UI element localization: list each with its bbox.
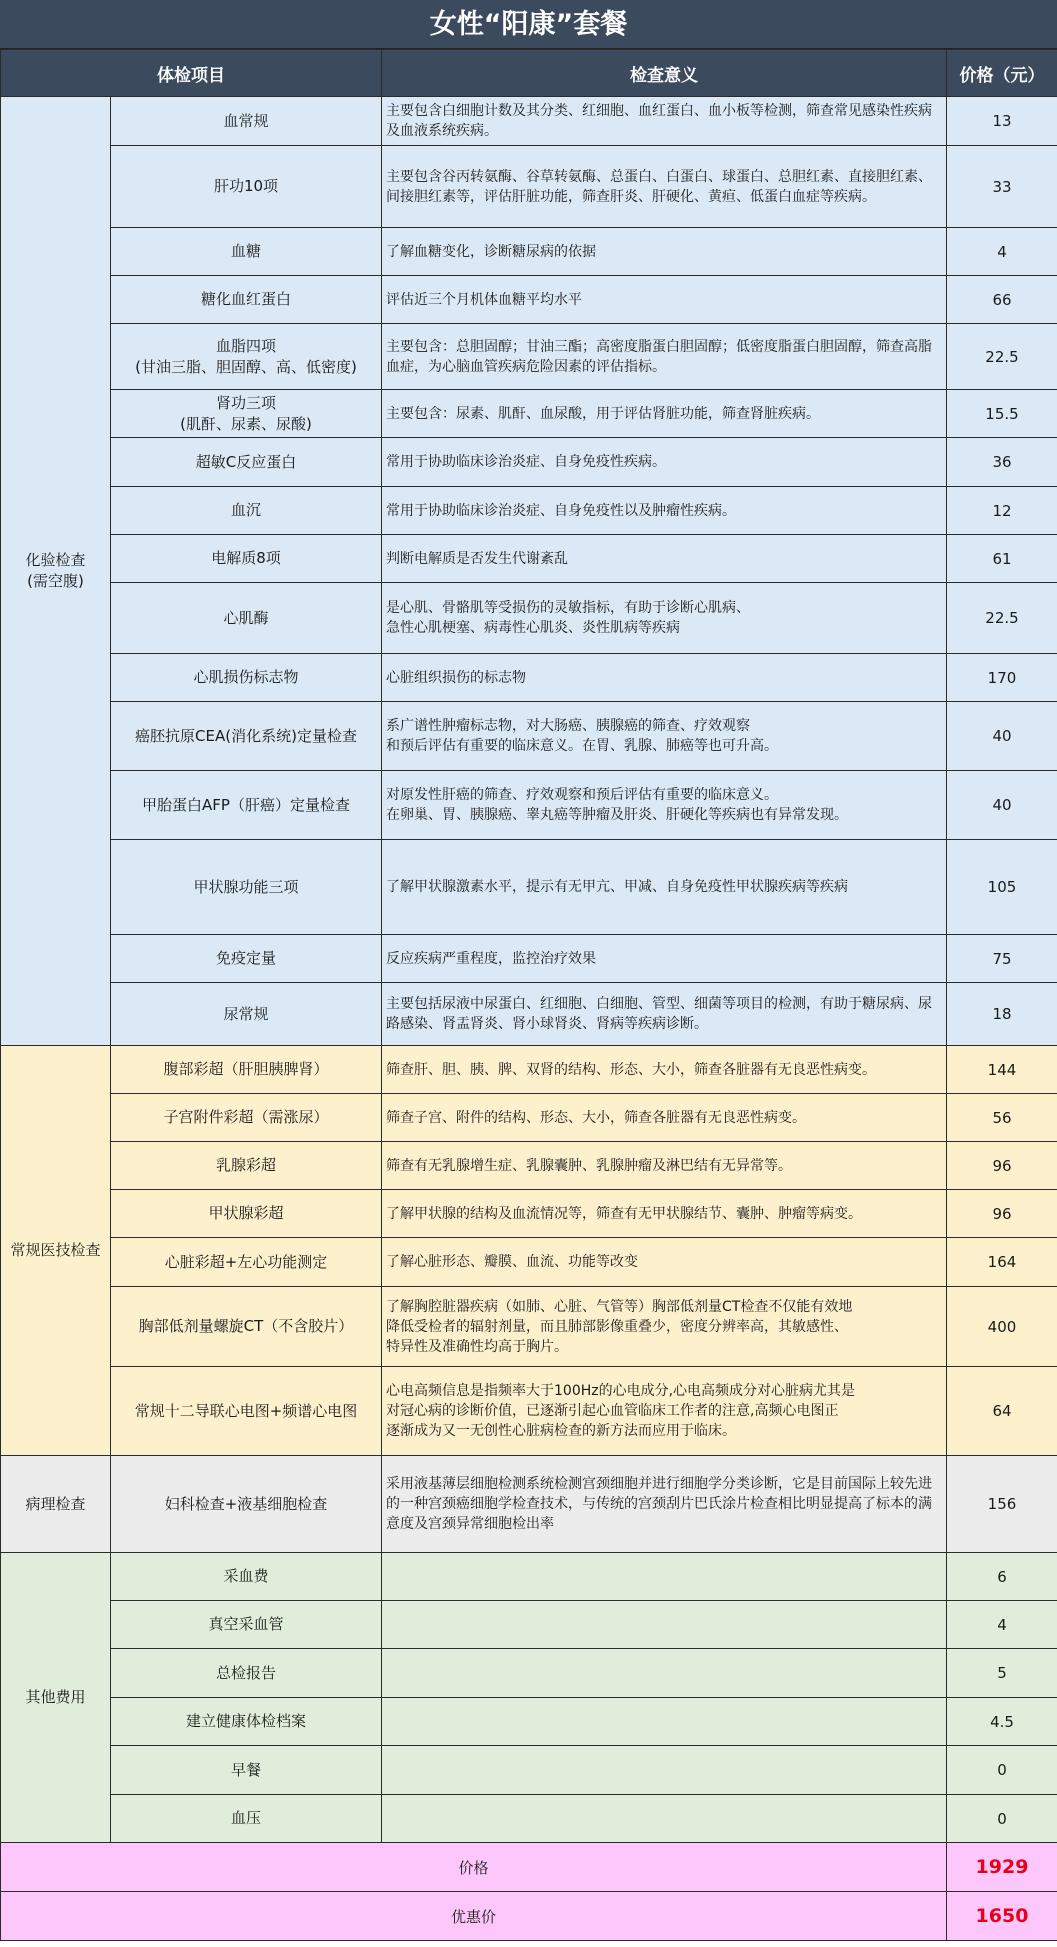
item-name: 血沉 — [111, 487, 382, 535]
table-row — [1, 1238, 1057, 1287]
table-row — [1, 438, 1057, 487]
checkup-table — [0, 49, 1057, 1941]
category-other-fees: 其他费用 — [1, 1553, 111, 1843]
item-description: 主要包括尿液中尿蛋白、红细胞、白细胞、管型、细菌等项目的检测，有助于糖尿病、尿路感染、肾盂肾炎、肾小球肾炎、肾病等疾病诊断。 — [382, 983, 947, 1046]
item-name: 胸部低剂量螺旋CT（不含胶片） — [111, 1287, 382, 1367]
table-row — [1, 1142, 1057, 1190]
item-description: 评估近三个月机体血糖平均水平 — [382, 276, 947, 324]
item-price: 36 — [947, 438, 1057, 487]
item-description: 了解胸腔脏器疾病（如肺、心脏、气管等）胸部低剂量CT检查不仅能有效地 降低受检者的辐射剂量，而且肺部影像重叠少，密度分辨率高，其敏感性、 特异性及准确性均高于胸片。 — [382, 1287, 947, 1367]
table-header-row — [1, 50, 1057, 97]
item-name: 乳腺彩超 — [111, 1142, 382, 1190]
item-description: 了解血糖变化，诊断糖尿病的依据 — [382, 228, 947, 276]
item-name: 甲状腺彩超 — [111, 1190, 382, 1238]
item-description — [382, 1601, 947, 1649]
table-row — [1, 1367, 1057, 1456]
item-description: 常用于协助临床诊治炎症、自身免疫性以及肿瘤性疾病。 — [382, 487, 947, 535]
header-meaning: 检查意义 — [382, 50, 947, 97]
item-price: 40 — [947, 702, 1057, 771]
item-name: 采血费 — [111, 1553, 382, 1601]
item-description: 主要包含谷丙转氨酶、谷草转氨酶、总蛋白、白蛋白、球蛋白、总胆红素、直接胆红素、间接胆红素等，评估肝脏功能，筛查肝炎、肝硬化、黄疸、低蛋白血症等疾病。 — [382, 146, 947, 228]
total-label: 价格 — [1, 1843, 947, 1892]
item-price: 64 — [947, 1367, 1057, 1456]
item-name: 糖化血红蛋白 — [111, 276, 382, 324]
item-description: 了解甲状腺的结构及血流情况等，筛查有无甲状腺结节、囊肿、肿瘤等病变。 — [382, 1190, 947, 1238]
item-description: 采用液基薄层细胞检测系统检测宫颈细胞并进行细胞学分类诊断，它是目前国际上较先进的一种宫颈癌细胞学检查技术，与传统的宫颈刮片巴氏涂片检查相比明显提高了标本的满意度及宫颈异常细胞检出率 — [382, 1456, 947, 1553]
item-name: 常规十二导联心电图+频谱心电图 — [111, 1367, 382, 1456]
item-description: 判断电解质是否发生代谢紊乱 — [382, 535, 947, 583]
table-row — [1, 1046, 1057, 1094]
item-description: 筛查肝、胆、胰、脾、双肾的结构、形态、大小，筛查各脏器有无良恶性病变。 — [382, 1046, 947, 1094]
table-row — [1, 390, 1057, 438]
item-price: 96 — [947, 1142, 1057, 1190]
table-row — [1, 654, 1057, 702]
table-row — [1, 1094, 1057, 1142]
table-row — [1, 1601, 1057, 1649]
table-row — [1, 276, 1057, 324]
item-price: 144 — [947, 1046, 1057, 1094]
item-price: 4.5 — [947, 1698, 1057, 1746]
total-price-row — [1, 1843, 1057, 1892]
item-name: 心肌损伤标志物 — [111, 654, 382, 702]
table-row — [1, 535, 1057, 583]
item-price: 164 — [947, 1238, 1057, 1287]
item-description — [382, 1795, 947, 1843]
item-price: 5 — [947, 1649, 1057, 1698]
item-price: 0 — [947, 1746, 1057, 1795]
item-description: 反应疾病严重程度，监控治疗效果 — [382, 935, 947, 983]
item-name: 建立健康体检档案 — [111, 1698, 382, 1746]
item-description: 了解心脏形态、瓣膜、血流、功能等改变 — [382, 1238, 947, 1287]
item-description: 主要包含：总胆固醇；甘油三酯；高密度脂蛋白胆固醇；低密度脂蛋白胆固醇，筛查高脂血症，为心脑血管疾病危险因素的评估指标。 — [382, 324, 947, 390]
item-name: 癌胚抗原CEA(消化系统)定量检查 — [111, 702, 382, 771]
item-price: 18 — [947, 983, 1057, 1046]
discount-price-row — [1, 1892, 1057, 1941]
item-description: 筛查子宫、附件的结构、形态、大小，筛查各脏器有无良恶性病变。 — [382, 1094, 947, 1142]
table-row — [1, 583, 1057, 654]
item-description — [382, 1553, 947, 1601]
table-body — [1, 97, 1057, 1941]
item-name: 血压 — [111, 1795, 382, 1843]
table-row — [1, 1287, 1057, 1367]
item-price: 0 — [947, 1795, 1057, 1843]
table-row — [1, 1746, 1057, 1795]
item-price: 400 — [947, 1287, 1057, 1367]
item-price: 33 — [947, 146, 1057, 228]
item-description: 心脏组织损伤的标志物 — [382, 654, 947, 702]
item-description — [382, 1746, 947, 1795]
item-name: 早餐 — [111, 1746, 382, 1795]
item-price: 40 — [947, 771, 1057, 840]
item-price: 15.5 — [947, 390, 1057, 438]
item-name: 腹部彩超（肝胆胰脾肾） — [111, 1046, 382, 1094]
item-price: 22.5 — [947, 583, 1057, 654]
table-row — [1, 983, 1057, 1046]
item-price: 105 — [947, 840, 1057, 935]
table-row — [1, 97, 1057, 146]
item-name: 妇科检查+液基细胞检查 — [111, 1456, 382, 1553]
table-row — [1, 935, 1057, 983]
category-imaging-tests: 常规医技检查 — [1, 1046, 111, 1456]
table-row — [1, 487, 1057, 535]
item-price: 61 — [947, 535, 1057, 583]
item-name: 血常规 — [111, 97, 382, 146]
item-description: 常用于协助临床诊治炎症、自身免疫性疾病。 — [382, 438, 947, 487]
item-name: 超敏C反应蛋白 — [111, 438, 382, 487]
item-description: 心电高频信息是指频率大于100Hz的心电成分,心电高频成分对心脏病尤其是 对冠心病的诊断价值，已逐渐引起心血管临床工作者的注意,高频心电图正 逐渐成为又一无创性心脏病检查的新方法而应用于临床。 — [382, 1367, 947, 1456]
item-price: 66 — [947, 276, 1057, 324]
table-row — [1, 702, 1057, 771]
item-price: 4 — [947, 228, 1057, 276]
table-row — [1, 324, 1057, 390]
item-description: 筛查有无乳腺增生症、乳腺囊肿、乳腺肿瘤及淋巴结有无异常等。 — [382, 1142, 947, 1190]
item-name: 肾功三项 (肌酐、尿素、尿酸) — [111, 390, 382, 438]
page-title: 女性“阳康”套餐 — [0, 0, 1057, 49]
item-description — [382, 1649, 947, 1698]
item-description: 系广谱性肿瘤标志物，对大肠癌、胰腺癌的筛查、疗效观察 和预后评估有重要的临床意义。在胃、乳腺、肺癌等也可升高。 — [382, 702, 947, 771]
item-name: 总检报告 — [111, 1649, 382, 1698]
item-name: 子宫附件彩超（需涨尿） — [111, 1094, 382, 1142]
table-row — [1, 1190, 1057, 1238]
item-price: 96 — [947, 1190, 1057, 1238]
total-label: 优惠价 — [1, 1892, 947, 1941]
item-name: 真空采血管 — [111, 1601, 382, 1649]
item-price: 13 — [947, 97, 1057, 146]
item-name: 血脂四项 (甘油三脂、胆固醇、高、低密度) — [111, 324, 382, 390]
item-name: 血糖 — [111, 228, 382, 276]
table-row — [1, 1553, 1057, 1601]
item-price: 75 — [947, 935, 1057, 983]
item-description: 主要包含：尿素、肌酐、血尿酸，用于评估肾脏功能，筛查肾脏疾病。 — [382, 390, 947, 438]
table-row — [1, 228, 1057, 276]
table-row — [1, 1698, 1057, 1746]
item-name: 尿常规 — [111, 983, 382, 1046]
item-description: 对原发性肝癌的筛查、疗效观察和预后评估有重要的临床意义。 在卵巢、胃、胰腺癌、睾丸癌等肿瘤及肝炎、肝硬化等疾病也有异常发现。 — [382, 771, 947, 840]
header-item: 体检项目 — [1, 50, 382, 97]
item-description: 主要包含白细胞计数及其分类、红细胞、血红蛋白、血小板等检测，筛查常见感染性疾病及血液系统疾病。 — [382, 97, 947, 146]
item-name: 甲胎蛋白AFP（肝癌）定量检查 — [111, 771, 382, 840]
item-name: 甲状腺功能三项 — [111, 840, 382, 935]
table-row — [1, 1456, 1057, 1553]
total-value: 1929 — [947, 1843, 1057, 1892]
item-price: 56 — [947, 1094, 1057, 1142]
item-description — [382, 1698, 947, 1746]
item-price: 12 — [947, 487, 1057, 535]
item-price: 156 — [947, 1456, 1057, 1553]
item-name: 肝功10项 — [111, 146, 382, 228]
total-value: 1650 — [947, 1892, 1057, 1941]
item-name: 免疫定量 — [111, 935, 382, 983]
item-price: 4 — [947, 1601, 1057, 1649]
item-price: 22.5 — [947, 324, 1057, 390]
table-row — [1, 1649, 1057, 1698]
table-row — [1, 146, 1057, 228]
category-lab-tests: 化验检查 (需空腹) — [1, 97, 111, 1046]
item-price: 170 — [947, 654, 1057, 702]
item-price: 6 — [947, 1553, 1057, 1601]
item-description: 是心肌、骨骼肌等受损伤的灵敏指标，有助于诊断心肌病、 急性心肌梗塞、病毒性心肌炎、炎性肌病等疾病 — [382, 583, 947, 654]
item-name: 心脏彩超+左心功能测定 — [111, 1238, 382, 1287]
item-name: 电解质8项 — [111, 535, 382, 583]
header-price: 价格（元） — [947, 50, 1057, 97]
category-pathology-tests: 病理检查 — [1, 1456, 111, 1553]
table-row — [1, 771, 1057, 840]
item-name: 心肌酶 — [111, 583, 382, 654]
item-description: 了解甲状腺激素水平，提示有无甲亢、甲减、自身免疫性甲状腺疾病等疾病 — [382, 840, 947, 935]
table-row — [1, 840, 1057, 935]
table-row — [1, 1795, 1057, 1843]
